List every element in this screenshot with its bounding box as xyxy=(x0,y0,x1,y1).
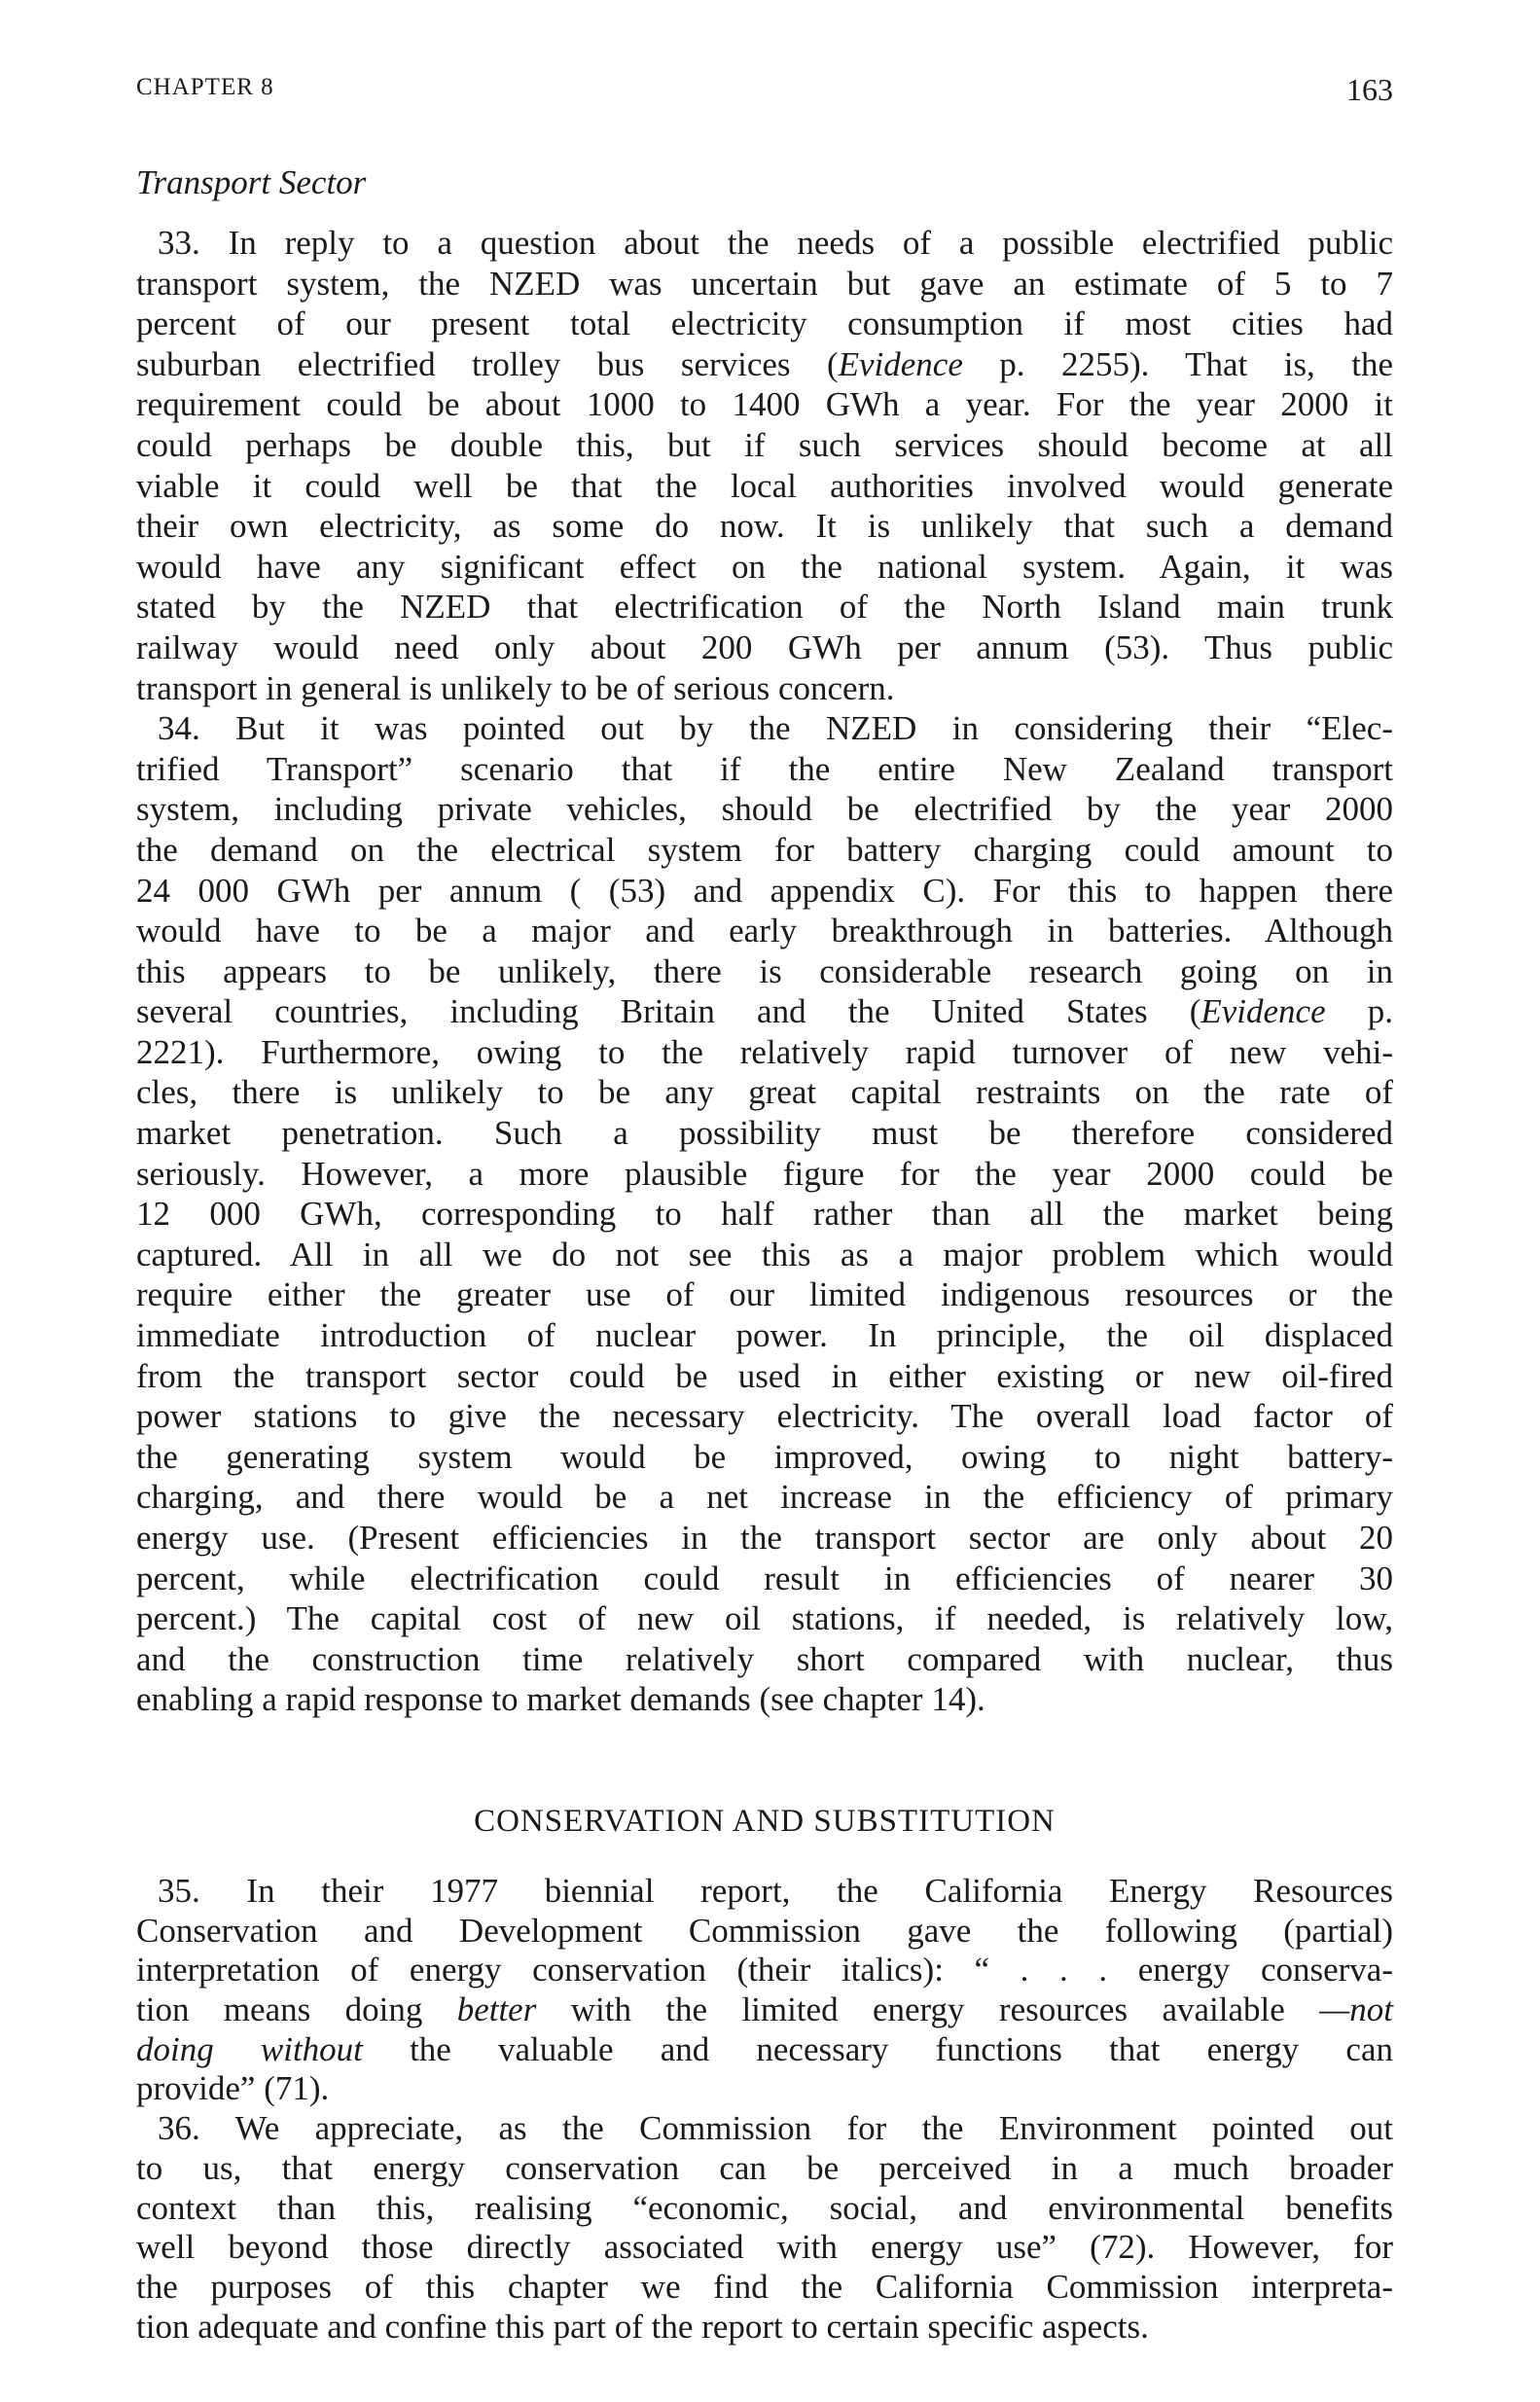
page-number: 163 xyxy=(1346,72,1393,107)
text-line xyxy=(136,1990,1393,2030)
text-run: several countries, including Britain and the United States ( xyxy=(136,992,1201,1031)
running-header-chapter: CHAPTER 8 xyxy=(136,74,274,100)
text-run: p. 2255). That is, the xyxy=(962,344,1393,383)
text-line: railway would need only about 200 GWh per annum (53). Thus public xyxy=(136,627,1393,666)
text-line: power stations to give the necessary electricity. The overall load factor of xyxy=(136,1397,1393,1436)
italic-text: doing without xyxy=(136,2029,363,2068)
text-line: the generating system would be improved, owing to night battery- xyxy=(136,1437,1393,1476)
text-line: 12 000 GWh, corresponding to half rather than all the market being xyxy=(136,1195,1393,1234)
text-line: tion adequate and confine this part of the report to certain specific aspects. xyxy=(136,2307,1149,2346)
text-line: could perhaps be double this, but if such services should become at all xyxy=(136,425,1393,464)
paragraph xyxy=(136,708,1393,1720)
text-run: suburban electrified trolley bus services ( xyxy=(136,344,839,383)
text-run: with the limited energy resources available xyxy=(536,1990,1320,2029)
text-line: requirement could be about 1000 to 1400 GWh a year. For the year 2000 it xyxy=(136,385,1393,424)
text-run: the valuable and necessary functions that energy can xyxy=(362,2029,1393,2068)
text-line: charging, and there would be a net increase in the efficiency of primary xyxy=(136,1478,1393,1517)
text-line xyxy=(136,344,1393,385)
text-line: would have to be a major and early breakthrough in batteries. Although xyxy=(136,912,1393,950)
text-line: this appears to be unlikely, there is considerable research going on in xyxy=(136,951,1393,990)
text-line: percent of our present total electricity consumption if most cities had xyxy=(136,305,1393,343)
text-line: stated by the NZED that electrification of the North Island main trunk xyxy=(136,588,1393,627)
text-line: viable it could well be that the local authorities involved would generate xyxy=(136,466,1393,505)
text-line: interpretation of energy conservation (their italics): “ . . . energy conserva- xyxy=(136,1951,1393,1990)
text-run: tion means doing xyxy=(136,1990,457,2029)
text-line: immediate introduction of nuclear power. In principle, the oil displaced xyxy=(136,1316,1393,1355)
text-line: and the construction time relatively short compared with nuclear, thus xyxy=(136,1639,1393,1678)
paragraph xyxy=(136,223,1393,708)
section-heading: CONSERVATION AND SUBSTITUTION xyxy=(474,1804,1056,1839)
text-line: 36. We appreciate, as the Commission for the Environment pointed out xyxy=(158,2109,1393,2148)
text-line: 35. In their 1977 biennial report, the California Energy Resources xyxy=(158,1872,1393,1910)
paragraph xyxy=(136,2109,1393,2347)
text-line: the purposes of this chapter we find the California Commission interpreta- xyxy=(136,2267,1393,2306)
text-line: trified Transport” scenario that if the entire New Zealand transport xyxy=(136,749,1393,788)
paragraph xyxy=(136,1872,1393,2109)
text-line: the demand on the electrical system for battery charging could amount to xyxy=(136,830,1393,869)
text-line: to us, that energy conservation can be perceived in a much broader xyxy=(136,2148,1393,2187)
text-line: their own electricity, as some do now. It is unlikely that such a demand xyxy=(136,507,1393,546)
text-line: market penetration. Such a possibility must be therefore considered xyxy=(136,1114,1393,1153)
text-line: percent, while electrification could result in efficiencies of nearer 30 xyxy=(136,1559,1393,1597)
italic-text: better xyxy=(456,1990,537,2029)
text-line: transport system, the NZED was uncertain but gave an estimate of 5 to 7 xyxy=(136,264,1393,303)
text-line: 33. In reply to a question about the needs of a possible electrified public xyxy=(158,224,1393,262)
text-line: captured. All in all we do not see this as a major problem which would xyxy=(136,1235,1393,1273)
text-line: 34. But it was pointed out by the NZED in considering their “Elec- xyxy=(158,709,1393,748)
text-line: require either the greater use of our limited indigenous resources or the xyxy=(136,1275,1393,1314)
text-line: energy use. (Present efficiencies in the transport sector are only about 20 xyxy=(136,1519,1393,1557)
text-line: 2221). Furthermore, owing to the relatively rapid turnover of new vehi- xyxy=(136,1032,1393,1071)
text-line xyxy=(136,2030,1393,2070)
text-line: seriously. However, a more plausible figure for the year 2000 could be xyxy=(136,1154,1393,1193)
text-line: context than this, realising “economic, social, and environmental benefits xyxy=(136,2188,1393,2227)
text-line: would have any significant effect on the national system. Again, it was xyxy=(136,547,1393,586)
text-line xyxy=(136,991,1393,1032)
text-line: system, including private vehicles, should be electrified by the year 2000 xyxy=(136,790,1393,829)
text-line: cles, there is unlikely to be any great capital restraints on the rate of xyxy=(136,1073,1393,1112)
italic-text: Evidence xyxy=(1200,992,1326,1031)
text-line: 24 000 GWh per annum ( (53) and appendix C). For this to happen there xyxy=(136,871,1393,910)
text-line: from the transport sector could be used in either existing or new oil-fired xyxy=(136,1356,1393,1395)
section-title: Transport Sector xyxy=(136,163,367,201)
text-line: provide” (71). xyxy=(136,2069,330,2108)
text-line: Conservation and Development Commission gave the following (partial) xyxy=(136,1911,1393,1950)
italic-text: Evidence xyxy=(838,344,963,383)
text-run: p. xyxy=(1325,992,1393,1031)
text-line: transport in general is unlikely to be of serious concern. xyxy=(136,668,895,707)
italic-text: —not xyxy=(1319,1990,1393,2029)
text-line: percent.) The capital cost of new oil stations, if needed, is relatively low, xyxy=(136,1599,1393,1638)
text-block-conservation xyxy=(136,1872,1393,2347)
text-block-transport xyxy=(136,223,1393,1720)
text-line: well beyond those directly associated with energy use” (72). However, for xyxy=(136,2228,1393,2267)
text-line: enabling a rapid response to market demands (see chapter 14). xyxy=(136,1680,985,1719)
